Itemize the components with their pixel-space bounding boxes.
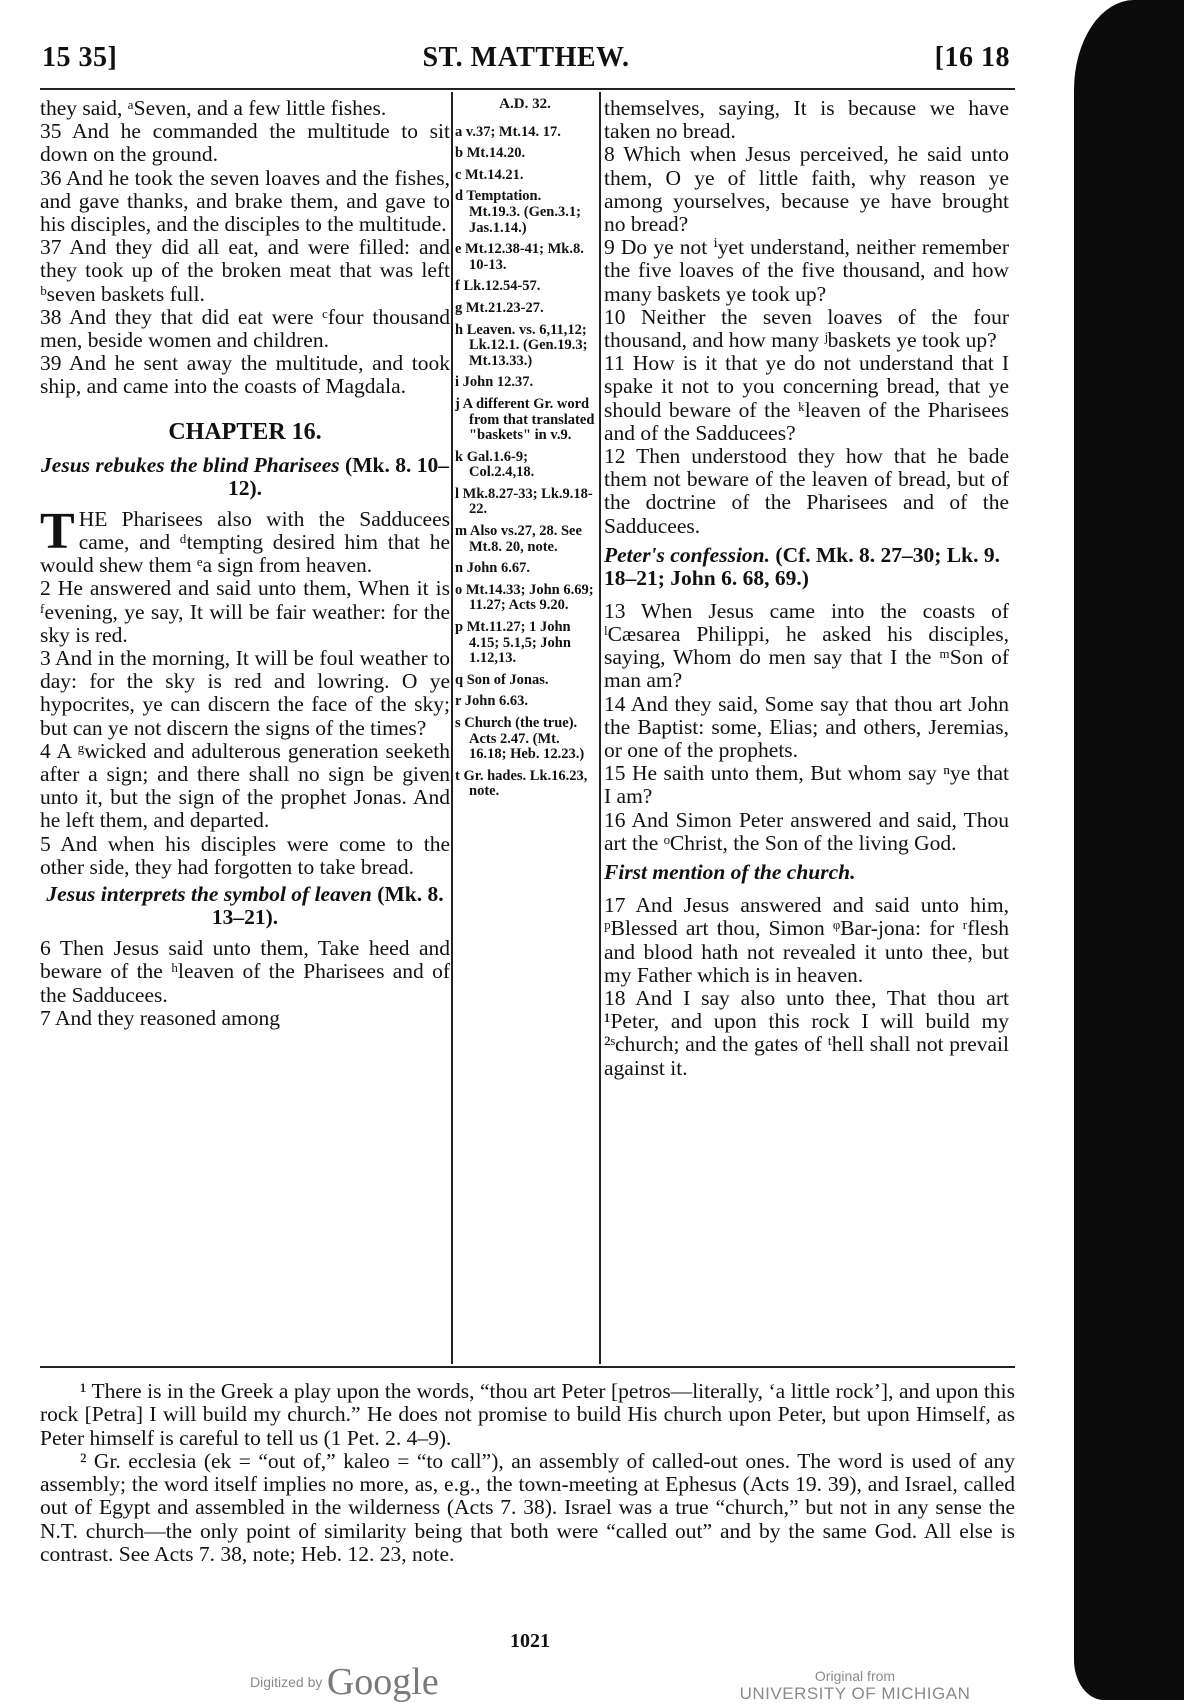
cross-reference: n John 6.67. <box>455 560 530 577</box>
section-heading <box>40 454 450 500</box>
footnote-rule <box>40 1366 1015 1368</box>
cross-reference-column <box>455 97 595 806</box>
footnote: ² Gr. ecclesia (ek = “out of,” kaleo = “to call”), an assembly of called-out ones. The word is used of any assembly; the word itself implies no more, as, e.g., the town-meeting at Ephesus (Acts 19. 39), and Israel, called out of Egypt and assembled in the wilderness (Acts 7. 38). Israel was a true “church,” but not in any sense the N.T. church—the only point of similarity being that both were “called out” and by the same God. All else is contrast. See Acts 7. 38, note; Heb. 12. 23, note. <box>40 1448 1015 1567</box>
header-book-title: ST. MATTHEW. <box>422 42 630 73</box>
verse-paragraph: 4 A ᵍwicked and adulterous generation seeketh after a sign; and there shall no sign be given unto it, but the sign of the prophet Jonas. And he left them, and departed. <box>40 738 450 833</box>
verse-paragraph: 11 How is it that ye do not understand that I spake it not to you concerning bread, that ye should beware of the ᵏleaven of the Pharisees and of the Sadducees? <box>604 351 1009 445</box>
section-heading <box>40 883 450 929</box>
verse-paragraph: 7 And they reasoned among <box>40 1005 281 1030</box>
cross-reference: g Mt.21.23-27. <box>455 299 544 316</box>
right-text-column <box>604 97 1009 1080</box>
footnotes <box>40 1380 1015 1566</box>
cross-reference: i John 12.37. <box>455 374 534 391</box>
section-heading-ref: (Cf. Mk. 8. 27–30; Lk. 9. 18–21; John 6. 68, 69.) <box>604 542 1000 590</box>
cross-reference: f Lk.12.54-57. <box>455 278 541 295</box>
cross-reference: e Mt.12.38-41; Mk.8. 10-13. <box>455 241 584 273</box>
section-heading <box>604 544 1009 590</box>
digitized-by-watermark <box>250 1660 439 1704</box>
verse-paragraph: 14 And they said, Some say that thou art John the Baptist: some, Elias; and others, Jeremias, or one of the prophets. <box>604 691 1009 763</box>
cross-reference: r John 6.63. <box>455 693 529 710</box>
column-divider-left <box>451 92 453 1364</box>
cross-reference: o Mt.14.33; John 6.69; 11.27; Acts 9.20. <box>455 581 594 614</box>
verse-paragraph: 36 And he took the seven loaves and the fishes, and gave thanks, and brake them, and gave to his disciples, and the disciples to the multitude. <box>40 165 450 237</box>
cross-reference: h Leaven. vs. 6,11,12; Lk.12.1. (Gen.19.3; Mt.13.33.) <box>455 321 588 369</box>
cross-reference: q Son of Jonas. <box>455 671 549 688</box>
verse-paragraph: 17 And Jesus answered and said unto him, ᵖBlessed art thou, Simon ᵠBar-jona: for ʳflesh and blood hath not revealed it unto thee, but my Father which is in heaven. <box>604 893 1009 987</box>
verse-paragraph: 37 And they did all eat, and were filled: and they took up of the broken meat that was left ᵇseven baskets full. <box>40 235 450 306</box>
digitized-by-text: Digitized by <box>250 1674 323 1690</box>
section-heading: First mention of the church. <box>604 860 856 885</box>
verse-paragraph: 2 He answered and said unto them, When it is ᶠevening, ye say, It will be fair weather: for the sky is red. <box>40 576 450 647</box>
section-heading-text: Jesus interprets the symbol of leaven <box>46 882 372 907</box>
section-heading-text: Jesus rebukes the blind Pharisees <box>41 452 340 477</box>
year-marker: A.D. 32. <box>499 96 551 112</box>
source-watermark <box>730 1668 980 1704</box>
book-binding-edge <box>1074 0 1184 1700</box>
section-heading-ref: (Mk. 8. 10–12). <box>227 452 449 500</box>
verse-paragraph: they said, ᵃSeven, and a few little fishes. <box>40 96 387 120</box>
header-left-ref: 15 35] <box>42 42 118 73</box>
verse-paragraph: 38 And they that did eat were ᶜfour thousand men, beside women and children. <box>40 304 450 353</box>
verse-paragraph: 39 And he sent away the multitude, and took ship, and came into the coasts of Magdala. <box>40 351 450 399</box>
verse-paragraph: 13 When Jesus came into the coasts of ˡCæsarea Philippi, he asked his disciples, saying, Whom do men say that I the ᵐSon of man am? <box>604 598 1009 693</box>
opening-text: HE Pharisees also with the Sadducees came, and ᵈtempting desired him that he would shew them ᵉa sign from heaven. <box>40 506 450 578</box>
cross-reference: d Temptation. Mt.19.3. (Gen.3.1; Jas.1.14.) <box>455 188 581 236</box>
institution-text: UNIVERSITY OF MICHIGAN <box>739 1684 971 1703</box>
chapter-opening-paragraph <box>40 502 450 578</box>
cross-reference: s Church (the true). Acts 2.47. (Mt. 16.18; Heb. 12.23.) <box>455 715 585 763</box>
verse-paragraph: 16 And Simon Peter answered and said, Thou art the ᵒChrist, the Son of the living God. <box>604 807 1009 855</box>
cross-reference: c Mt.14.21. <box>455 166 524 183</box>
original-from-text: Original from <box>814 1668 896 1684</box>
verse-paragraph: 5 And when his disciples were come to the other side, they had forgotten to take bread. <box>40 831 450 879</box>
verse-paragraph: 10 Neither the seven loaves of the four thousand, and how many ʲbaskets ye took up? <box>604 304 1009 353</box>
column-divider-right <box>599 92 601 1364</box>
footnote: ¹ There is in the Greek a play upon the words, “thou art Peter [petros—literally, ‘a little rock’], and upon this rock [Petra] I will build my church.” He does not promise to build His church upon Peter, but upon Himself, as Peter himself is careful to tell us (1 Pet. 2. 4–9). <box>40 1379 1015 1450</box>
cross-reference: j A different Gr. word from that translated "baskets" in v.9. <box>455 395 595 444</box>
drop-cap: T <box>40 502 75 560</box>
cross-reference: t Gr. hades. Lk.16.23, note. <box>455 767 588 800</box>
section-heading-text: Peter's confession. <box>604 542 771 567</box>
verse-paragraph: 3 And in the morning, It will be foul weather to day: for the sky is red and lowring. O ye hypocrites, ye can discern the face of the sky; but can ye not discern the signs of the times? <box>40 646 450 740</box>
verse-paragraph: 8 Which when Jesus perceived, he said unto them, O ye of little faith, why reason ye among yourselves, because ye have brought no bread? <box>604 142 1009 237</box>
header-right-ref: [16 18 <box>934 42 1010 73</box>
verse-paragraph: themselves, saying, It is because we have taken no bread. <box>604 96 1009 144</box>
running-header <box>42 42 1010 82</box>
google-logo: Google <box>326 1661 439 1703</box>
cross-reference: b Mt.14.20. <box>455 145 526 162</box>
verse-paragraph: 18 And I say also unto thee, That thou art ¹Peter, and upon this rock I will build my ²ˢchurch; and the gates of ᵗhell shall not prevail against it. <box>604 985 1009 1080</box>
page-number: 1021 <box>510 1630 550 1652</box>
header-rule <box>40 88 1015 90</box>
cross-reference: p Mt.11.27; 1 John 4.15; 5.1,5; John 1.12,13. <box>455 619 571 667</box>
verse-paragraph: 12 Then understood they how that he bade them not beware of the leaven of bread, but of the doctrine of the Pharisees and of the Sadducees. <box>604 444 1009 538</box>
left-text-column <box>40 97 450 1030</box>
cross-reference: l Mk.8.27-33; Lk.9.18-22. <box>455 485 593 518</box>
verse-paragraph: 6 Then Jesus said unto them, Take heed and beware of the ʰleaven of the Pharisees and of the Sadducees. <box>40 936 450 1007</box>
cross-reference: k Gal.1.6-9; Col.2.4,18. <box>455 448 535 481</box>
verse-paragraph: 9 Do ye not ⁱyet understand, neither remember the five loaves of the five thousand, and how many baskets ye took up? <box>604 235 1009 306</box>
cross-reference: a v.37; Mt.14. 17. <box>455 123 561 140</box>
cross-reference: m Also vs.27, 28. See Mt.8. 20, note. <box>455 523 582 555</box>
verse-paragraph: 35 And he commanded the multitude to sit down on the ground. <box>40 119 450 167</box>
verse-paragraph: 15 He saith unto them, But whom say ⁿye that I am? <box>604 761 1009 809</box>
chapter-heading: CHAPTER 16. <box>168 418 322 445</box>
section-heading-ref: (Mk. 8. 13–21). <box>211 882 444 930</box>
